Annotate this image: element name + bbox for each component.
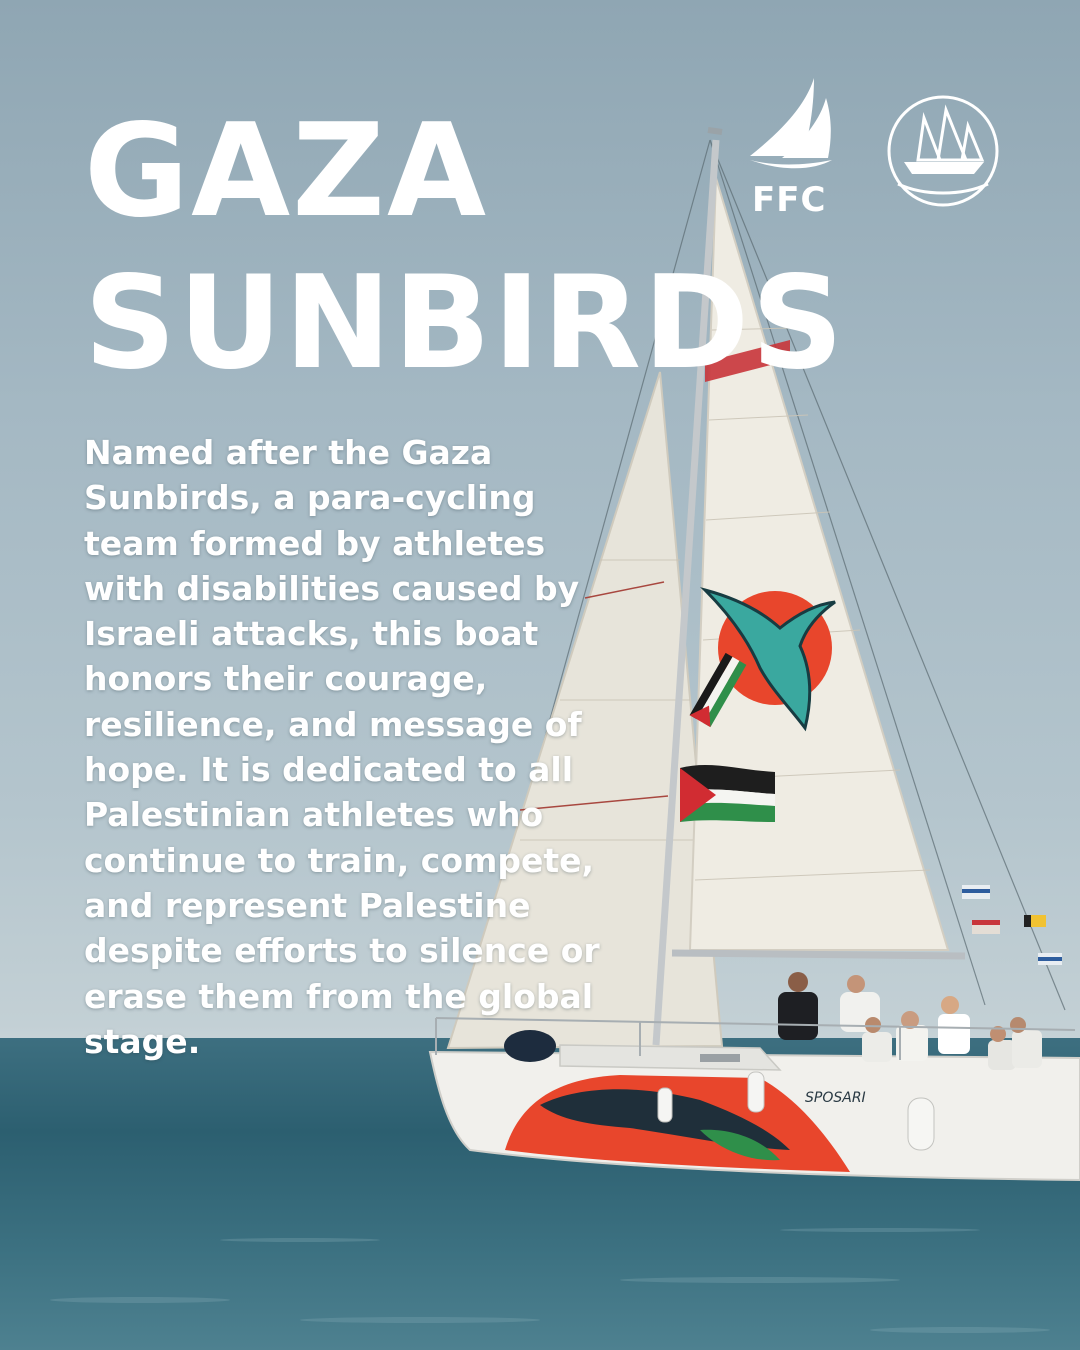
title-line-1: GAZA xyxy=(84,97,488,246)
flotilla-ships-circle-icon xyxy=(884,92,1002,210)
body-text: Named after the Gaza Sunbirds, a para-cycling team formed by athletes with disabilities caused by Israeli attacks, this boat honors their courage, resilience, and message of hope. It is dedicated to all Palestinian athletes who continue to train, compete, and represent Palestine despite efforts to silence or erase them from the global stage. xyxy=(84,433,600,1061)
hull-name: SPOSARI xyxy=(805,1090,866,1106)
water-highlights xyxy=(50,1228,1050,1333)
title-line-2: SUNBIRDS xyxy=(84,249,846,398)
backstay-flags xyxy=(962,885,1062,965)
boom xyxy=(672,953,965,956)
sail-flag xyxy=(680,765,775,822)
ffc-logo-text: FFC xyxy=(752,180,827,220)
